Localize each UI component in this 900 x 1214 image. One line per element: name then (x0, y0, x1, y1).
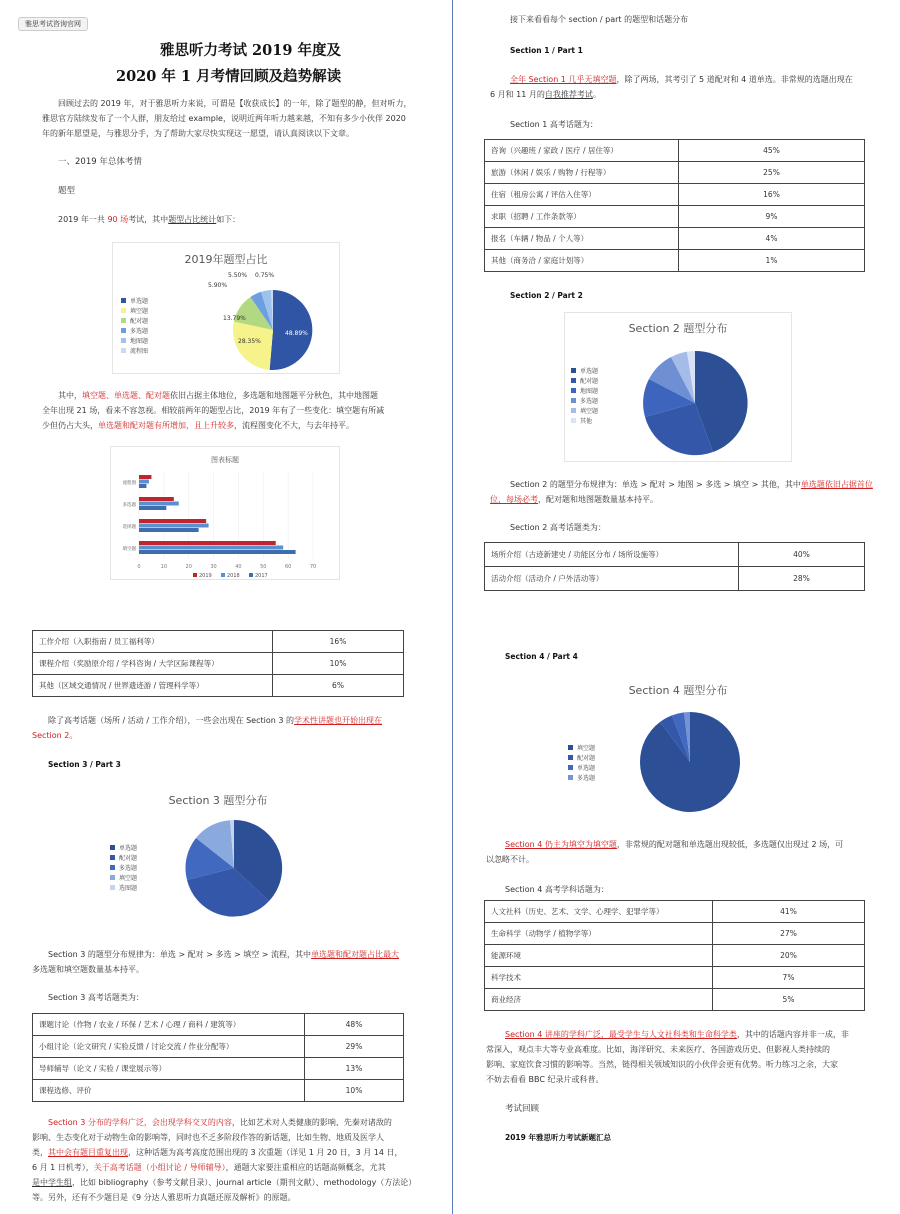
s1-topics-heading: Section 1 高考话题为： (510, 120, 598, 129)
legend-item: 配对题 (121, 315, 148, 325)
legend-item: 其他 (571, 415, 598, 425)
table-row: 人文社科（历史、艺术、文学、心理学、犯罪学等） 41% (485, 901, 865, 923)
table-row: 旅游（休闲 / 娱乐 / 购物 / 行程等） 25% (485, 162, 865, 184)
bar-mark (139, 550, 296, 554)
bar-chart-trend (110, 446, 340, 580)
legend-item: 选图题 (110, 882, 137, 892)
s2-topics-heading: Section 2 高考话题类为： (510, 523, 606, 532)
table-section2-topics (484, 542, 865, 591)
table-row: 求职（招聘 / 工作条款等） 9% (485, 206, 865, 228)
section-heading-2019: 一、2019 年总体考情 (58, 157, 142, 167)
table-section4-topics (484, 900, 865, 1011)
table-row: 课程介绍（奖励原介绍 / 学科咨询 / 大学区际课程等） 10% (33, 653, 404, 675)
table-section2-topics-cont (32, 630, 404, 697)
legend-item: 配对题 (568, 752, 595, 762)
pie-2019-svg (113, 243, 341, 375)
s4-detail-line3: 影响、家庭饮食习惯的影响等。当然，链得相关领域知识的小伙伴会更有优势。听力练习之余，大家 (486, 1060, 838, 1069)
s3-detail-line1: Section 3 分布的学科广泛，会出现学科交叉的内容，比如艺术对人类健康的影响、先秦对诸敌的 (48, 1118, 392, 1127)
bar-mark (139, 546, 283, 550)
bar-mark (139, 475, 151, 479)
para3-line2: 全年出现 21 场，看来不容忽视。相较前两年的题型占比，2019 年有了一些变化：填空题有所减 (42, 406, 385, 415)
x-tick-label: 40 (235, 564, 242, 570)
legend-label: 2018 (227, 573, 240, 579)
table-row: 能源环境 20% (485, 945, 865, 967)
intro-line2: 雅思官方陆续发布了一个人群，朋友给过 example，说明近两年听力越来越，不知有多少小伙伴 2020 (42, 114, 406, 123)
page-title-line2: 2020 年 1 月考情回顾及趋势解读 (116, 68, 342, 85)
bar-mark (139, 480, 149, 484)
s4-detail-line4: 不妨去看看 BBC 纪录片或科普。 (486, 1075, 604, 1084)
bar-mark (139, 541, 276, 545)
x-tick-label: 70 (309, 564, 317, 570)
table-row: 其他（区域交通情况 / 世界遗迹游 / 管理科学等） 6% (33, 675, 404, 697)
legend-item: 流程图 (121, 345, 148, 355)
s3-detail-line6: 等。另外，还有不少题目是《9 分达人雅思听力真题还原及解析》的原题。 (32, 1193, 296, 1202)
table-section3-topics (32, 1013, 404, 1102)
pie-slice-fill (233, 322, 273, 370)
s3-topics-heading: Section 3 高考话题类为： (48, 993, 144, 1002)
table-row: 课题讨论（作物 / 农业 / 环保 / 艺术 / 心理 / 商科 / 建筑等） 48% (33, 1014, 404, 1036)
bar-mark (139, 528, 199, 532)
s1-note-line1: 全年 Section 1 几乎无填空题，除了两场，其考引了 5 道配对和 4 道单选。非常规的选题出现在 (510, 75, 853, 84)
x-tick-label: 20 (185, 564, 192, 570)
pie-label: 48.89% (285, 330, 308, 337)
pie-label: 5.90% (208, 282, 228, 289)
legend-swatch (193, 573, 197, 577)
section2-heading: Section 2 / Part 2 (510, 291, 583, 300)
s4-note-line1: Section 4 仍主为填空为填空题，非常规的配对题和单选题出现较低，多选题仅出现过 2 场，可 (505, 840, 844, 849)
bar-mark (139, 519, 206, 523)
bar-mark (139, 524, 209, 528)
s3-detail-line5: 是中学生组，比如 bibliography（参考文献目录）、journal article（期刊文献）、methodology（方法论） (32, 1178, 417, 1187)
s4-topics-heading: Section 4 高考学科话题为： (505, 885, 609, 894)
table-row: 导师辅导（论文 / 实验 / 课堂展示等） 13% (33, 1058, 404, 1080)
section1-heading: Section 1 / Part 1 (510, 46, 583, 55)
legend-item: 地图题 (121, 335, 148, 345)
table-row: 咨询（兴趣班 / 家政 / 医疗 / 居住等） 45% (485, 140, 865, 162)
types-intro: 2019 年一共 90 场考试，其中题型占比统计如下： (58, 215, 241, 224)
table-row: 小组讨论（论文研究 / 实验反馈 / 讨论交流 / 作业分配等） 29% (33, 1036, 404, 1058)
legend-swatch (249, 573, 253, 577)
s4-note-line2: 以忽略不计。 (486, 855, 534, 864)
exam-review-heading: 考试回顾 (505, 1104, 540, 1114)
table-row: 其他（商务洽 / 家庭计划等） 1% (485, 250, 865, 272)
source-tag: 雅思考试咨询官网 (18, 17, 88, 31)
x-tick-label: 30 (210, 564, 217, 570)
pie-chart-section4 (564, 672, 792, 822)
y-tick-label: 选择题 (122, 525, 136, 530)
x-tick-label: 50 (260, 564, 267, 570)
pie-s3-svg (104, 780, 332, 924)
x-tick-label: 60 (284, 564, 292, 570)
legend-item: 多选题 (568, 772, 595, 782)
y-tick-label: 填空题 (122, 547, 136, 552)
s3-detail-line3: 类，其中会有题目重复出现，这种话题为高考高度范围出现的 3 次重题（详见 1 月 20 日，3 月 14 日， (32, 1148, 403, 1157)
para3-line3: 少但仍占大头，单选题和配对题有所增加，且上升较多，流程图变化不大，与去年持平。 (42, 421, 354, 430)
pie-chart-2019 (112, 242, 340, 374)
table-row: 课程选修、评价 10% (33, 1080, 404, 1102)
legend-item: 多选题 (110, 862, 137, 872)
pie-s2-title: Section 2 题型分布 (628, 322, 728, 335)
table-section1-topics (484, 139, 865, 272)
section4-heading: Section 4 / Part 4 (505, 652, 578, 661)
legend-swatch (221, 573, 225, 577)
new-questions-summary: 2019 年雅思听力考试新题汇总 (505, 1133, 611, 1142)
legend-item: 填空题 (110, 872, 137, 882)
legend-item: 单选题 (568, 762, 595, 772)
pie-label: 28.35% (238, 338, 261, 345)
s4-detail-line1: Section 4 讲座的学科广泛，最受学生与人文社科类和生命科学类，其中的话题内容并非一成，非 (505, 1030, 849, 1039)
legend-item: 填空题 (121, 305, 148, 315)
legend-item: 单选题 (110, 842, 137, 852)
section3-heading: Section 3 / Part 3 (48, 760, 121, 769)
subheading-types: 题型 (58, 186, 76, 196)
legend-item: 配对题 (110, 852, 137, 862)
s3-detail-line4: 6 月 1 日机考），关于高考话题（小组讨论 / 导师辅导），通题大家要注重相应的话题高频概念，尤其 (32, 1163, 386, 1172)
table-row: 生命科学（动物学 / 植物学等） 27% (485, 923, 865, 945)
legend-item: 多选题 (121, 325, 148, 335)
pie-s2-svg (565, 313, 793, 463)
pie-s3-title: Section 3 题型分布 (168, 794, 268, 807)
table-row: 工作介绍（入职指南 / 员工福利等） 16% (33, 631, 404, 653)
intro-line1: 回顾过去的 2019 年，对于雅思听力来说，可谓是【收获成长】的一年，除了题型的静，但对听力， (58, 99, 412, 108)
column-divider (452, 0, 453, 1214)
bar-mark (139, 506, 166, 510)
pie-s4-svg (564, 672, 792, 822)
bar-mark (139, 484, 146, 488)
table-row: 商业经济 5% (485, 989, 865, 1011)
legend-item: 单选题 (121, 295, 148, 305)
table-row: 场所介绍（古迹新建史 / 功能区分布 / 场所设施等） 40% (485, 543, 865, 567)
pie-chart-section2 (564, 312, 792, 462)
s2-note-line1: 除了高考话题（场所 / 活动 / 工作介绍），一些会出现在 Section 3 的学术性讲题也开始出现在 (48, 716, 383, 725)
table-row: 活动介绍（活动介 / 户外活动等） 28% (485, 567, 865, 591)
bar-chart-title: 图表标题 (211, 456, 239, 464)
s4-detail-line2: 常深入，观点丰大等专业高难度。比如，海洋研究、未来医疗、各国游戏历史、但影视人类持续的 (486, 1045, 830, 1054)
legend-item: 填空题 (571, 405, 598, 415)
para3-line1: 其中，填空题、单选题、配对题依旧占据主体地位，多选题和地图题平分秋色，其中地图题 (58, 391, 378, 400)
legend-item: 配对题 (571, 375, 598, 385)
pie-s4-title: Section 4 题型分布 (628, 684, 728, 697)
legend-item: 多选题 (571, 395, 598, 405)
s3-note-line1: Section 3 的题型分布规律为：单选 > 配对 > 多选 > 填空 > 流程，其中单选题和配对题占比最大 (48, 950, 400, 959)
s3-detail-line2: 影响、生态变化对于动物生命的影响等，同时也不乏多阶段作答的新话题，比如生物、地质及医学人 (32, 1133, 384, 1142)
table-row: 科学技术 7% (485, 967, 865, 989)
table-row: 报名（车辆 / 物品 / 个人等） 4% (485, 228, 865, 250)
y-tick-label: 流程图 (122, 481, 136, 486)
bar-mark (139, 497, 174, 501)
s2-note-line2: Section 2。 (32, 731, 78, 740)
bar-chart-svg (111, 447, 341, 581)
s2-note2-line1: Section 2 的题型分布规律为：单选 > 配对 > 地图 > 多选 > 填空 > 其他，其中单选题依旧占据首位 (510, 480, 873, 489)
pie-chart-section3 (104, 780, 332, 924)
legend-label: 2019 (199, 573, 212, 579)
legend-item: 地图题 (571, 385, 598, 395)
y-tick-label: 多选题 (122, 503, 136, 508)
x-tick-label: 0 (137, 564, 141, 570)
right-intro: 接下来看看每个 section / part 的题型和话题分布 (510, 15, 689, 24)
legend-label: 2017 (255, 573, 268, 579)
legend-item: 填空题 (568, 742, 595, 752)
x-tick-label: 10 (160, 564, 168, 570)
bar-mark (139, 502, 179, 506)
pie-label: 0.75% (255, 272, 275, 279)
page-title-line1: 雅思听力考试 2019 年度及 (160, 42, 341, 59)
s2-note2-line2: 位，每场必考，配对题和地图题数量基本持平。 (490, 495, 658, 504)
s1-note-line2: 6 月和 11 月的自我推荐考试。 (490, 90, 601, 99)
pie-2019-title: 2019年题型占比 (184, 253, 268, 266)
pie-label: 5.50% (228, 272, 248, 279)
legend-item: 单选题 (571, 365, 598, 375)
table-row: 住宿（租房公寓 / 评估入住等） 16% (485, 184, 865, 206)
pie-label: 13.79% (223, 315, 246, 322)
intro-line3: 年的新年愿望是，与雅思分手，为了帮助大家尽快实现这一愿望，请认真阅读以下文章。 (42, 129, 354, 138)
s3-note-line2: 多选题和填空题数量基本持平。 (32, 965, 144, 974)
